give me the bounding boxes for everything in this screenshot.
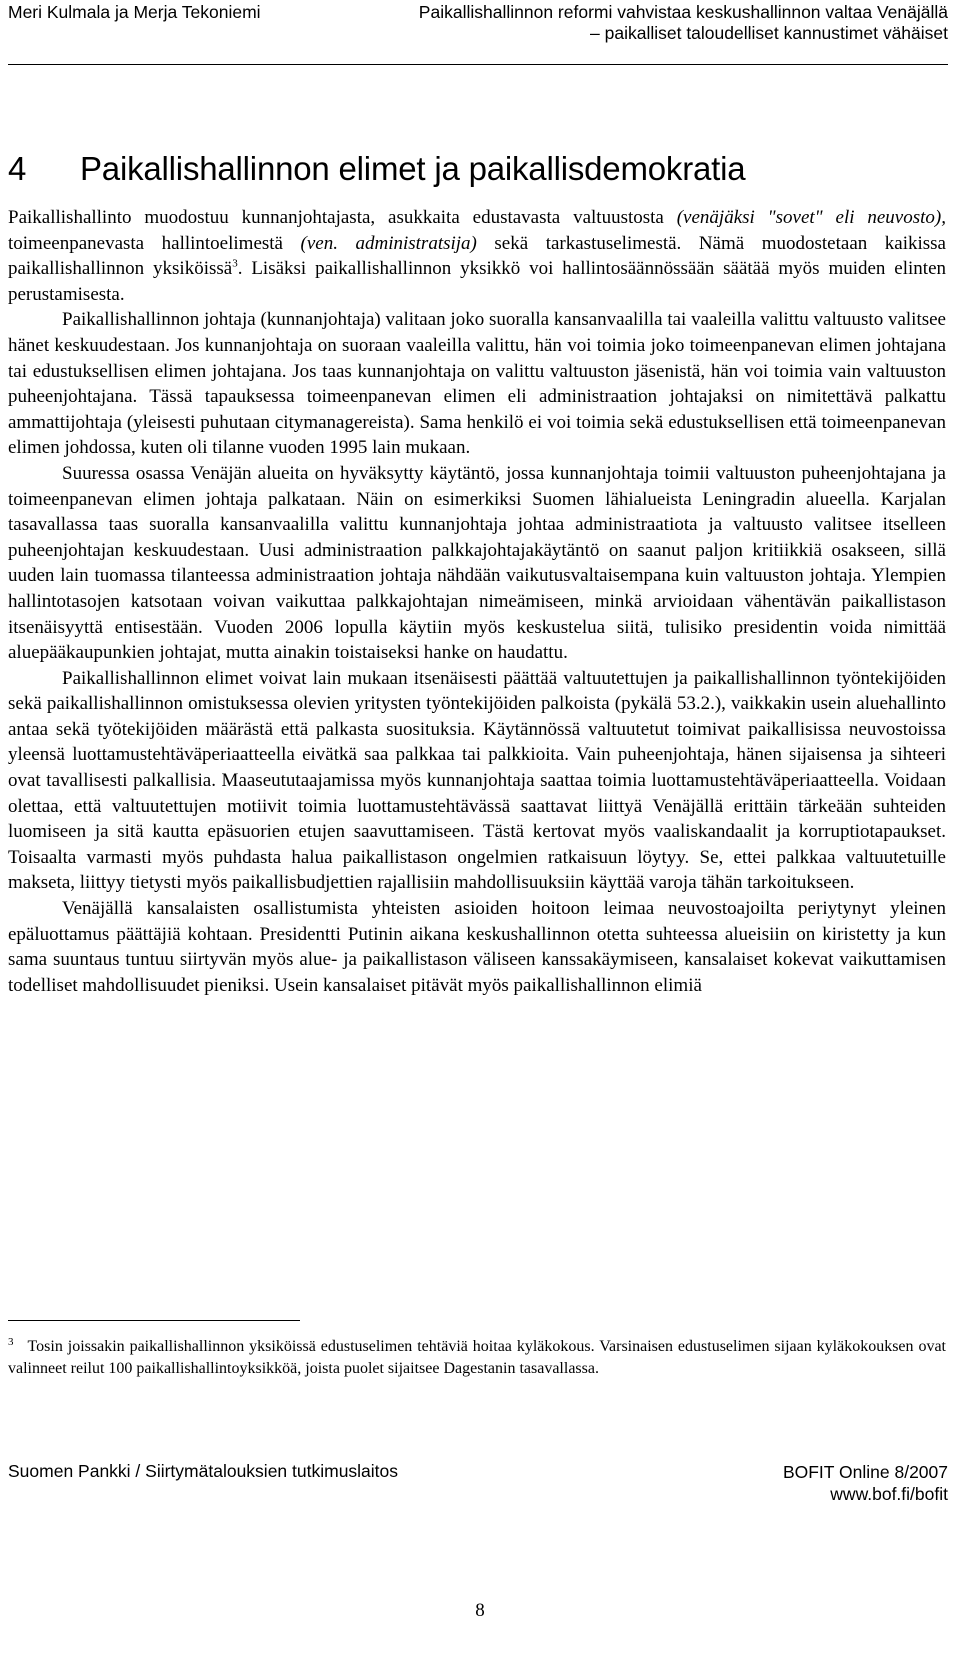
header-authors: Meri Kulmala ja Merja Tekoniemi (8, 2, 261, 22)
header-title (419, 2, 948, 44)
header-title-line1: Paikallishallinnon reformi vahvistaa keskushallinnon valtaa Venäjällä (418, 2, 948, 22)
paragraph-1-part-c: toimeenpanevasta hallintoelimestä (8, 232, 301, 254)
paragraph-1-part-a: Paikallishallinto muodostuu kunnanjohtajasta, asukkaita edustavasta valtuustosta (8, 207, 677, 228)
footer-institution: Suomen Pankki / Siirtymätalouksien tutkimuslaitos (8, 1461, 399, 1481)
footer-url[interactable]: www.bof.fi/bofit (830, 1484, 948, 1504)
footnote-ref-3[interactable]: 3 (232, 257, 238, 270)
paragraph-2: Paikallishallinnon johtaja (kunnanjohtaja) valitaan joko suoralla kansanvaalilla tai vaaleilla valittu valtuusto valitsee hänet keskuudestaan. Jos kunnanjohtaja on suoraan vaaleilla valittu, hän voi toimia joko toimeenpanevan elimen johtajana tai edustuksellisen elimen johtajana. Jos taas kunnanjohtaja on valittu valtuuston jäsenistä, hän voi toimia vain valtuuston puheenjohtajana. Tässä tapauksessa toimeenpanevan elimen eli administraation johtajaksi on nimitettävä palkattu ammattijohtaja (yleisesti puhutaan citymanagereista). Sama henkilö ei voi toimia sekä edustuksellisen että toimeenpanevan elimen johdossa, kuten oli tilanne vuoden 1995 lain mukaan. (8, 309, 946, 459)
page-number: 8 (475, 1600, 485, 1621)
chapter-number: 4 (8, 150, 27, 187)
footer-series: BOFIT Online 8/2007 (782, 1462, 948, 1482)
footer-right (783, 1461, 948, 1505)
chapter-title: Paikallishallinnon elimet ja paikallisdemokratia (80, 150, 746, 187)
paragraph-1-part-e: sekä tarkastuselimestä. Nämä muodostetaan kaikissa paikallishallinnon yksiköissä (8, 232, 946, 280)
footnote-number: 3 (8, 1335, 14, 1348)
paragraph-4: Paikallishallinnon elimet voivat lain mukaan itsenäisesti päättää valtuutettujen ja paikallishallinnon työntekijöiden sekä paikallishallinnon omistuksessa olevien yritysten työntekijöiden palkoista (pykälä 53.2.), vaikkakin usein aluehallinto antaa sekä työtekijöiden määrästä että palkasta suosituksia. Käytännössä valtuutetut toimivat paikallisissa neuvostoissa yleensä luottamustehtäväperiaatteella eivätkä saa palkkaa tai palkkioita. Vain puheenjohtaja, hänen sijaisensa ja sihteeri ovat tavallisesti palkallisia. Maaseututaajamissa myös kunnanjohtaja saattaa toimia luottamustehtäväperiaatteella. Voidaan olettaa, että valtuutettujen motiivit toimia luottamustehtävässä saattavat liittyä Venäjällä erittäin tärkeään suhteiden luomiseen ja sitä kautta epäsuorien etujen saavuttamiseen. Tästä kertovat myös vaaliskandaalit ja korruptiotapaukset. Toisaalta varmasti myös puhdasta halua paikallistason ongelmien ratkaisuun löytyy. Se, ettei palkkaa valtuutetuille makseta, liittyy tietysti myös paikallisbudjettien rajallisiin mahdollisuuksiin käyttää varoja tähän tarkoitukseen. (8, 667, 946, 894)
paragraph-1 (8, 205, 946, 307)
body-text (8, 205, 946, 998)
paragraph-1-italic-d: (ven. administratsija) (300, 232, 477, 254)
chapter-heading (8, 150, 745, 188)
footnote-3 (8, 1336, 946, 1379)
paragraph-3: Suuressa osassa Venäjän alueita on hyväksytty käytäntö, jossa kunnanjohtaja toimii valtuuston puheenjohtajana ja toimeenpanevan elimen johtaja palkataan. Näin on esimerkiksi Suomen lähialueista Leningradin alueella. Karjalan tasavallassa taas suoralla kansanvaalilla valittu kunnanjohtaja johtaa administraatiota ja valtuusto valitsee itselleen puheenjohtajan keskuudestaan. Uusi administraation palkkajohtajakäytäntö on saanut paljon kritiikkiä osakseen, sillä uuden lain tuomassa tilanteessa administraation johtaja nähdään vaikutusvaltaisempana kuin valtuuston johtaja. Ylempien hallintotasojen katsotaan voivan vaikuttaa palkkajohtajan nimeämiseen, minkä arvioidaan vähentävän paikallistason itsenäisyyttä entisestään. Vuoden 2006 lopulla käytiin myös keskustelua siitä, tulisiko presidentin voida nimittää aluepääkaupunkien johtajat, mutta ainakin toistaiseksi hanke on haudattu. (8, 462, 946, 664)
paragraph-5: Venäjällä kansalaisten osallistumista yhteisten asioiden hoitoon leimaa neuvostoajoilta periytynyt yleinen epäluottamus päättäjiä kohtaan. Presidentti Putinin aikana keskushallinnon otetta suhteessa alueisiin on kiristetty ja kun sama suuntaus tuntuu siirtyvän myös alue- ja paikallistason väliseen kanssakäymiseen, kansalaiset kokevat vaikuttamisen todelliset mahdollisuudet pieniksi. Usein kansalaiset pitävät myös paikallishallinnon elimiä (8, 898, 946, 996)
header-title-line2: – paikalliset taloudelliset kannustimet vähäiset (590, 23, 948, 43)
paragraph-1-italic-b: (venäjäksi "sovet" eli neuvosto), (676, 207, 946, 228)
header-rule (8, 64, 948, 65)
paragraph-1-part-f: . Lisäksi paikallishallinnon yksikkö voi hallintosäännössään säätää myös muiden elinten perustamisesta. (8, 258, 947, 305)
footnote-text: Tosin joissakin paikallishallinnon yksiköissä edustuselimen tehtäviä hoitaa kyläkokous. Varsinaisen edustuselimen sijaan kyläkokouksen ovat valinneet reilut 100 paikallishallintoyksikköä, joista puolet sijaitsee Dagestanin tasavallassa. (8, 1338, 946, 1377)
footnote-rule (8, 1320, 300, 1321)
